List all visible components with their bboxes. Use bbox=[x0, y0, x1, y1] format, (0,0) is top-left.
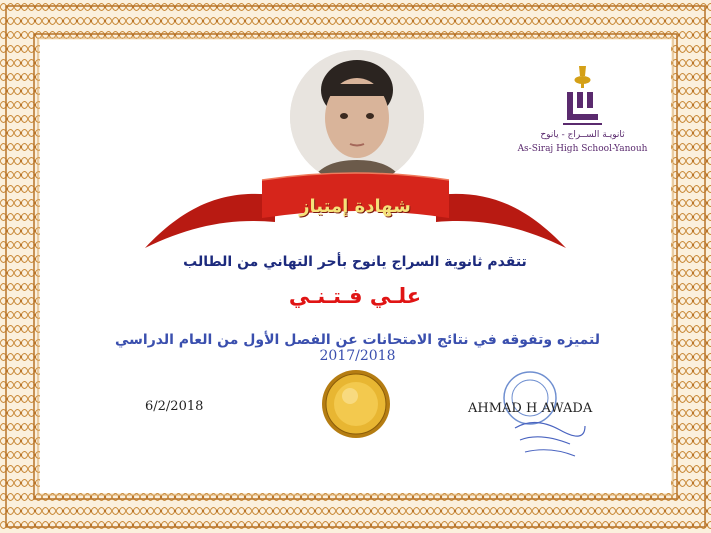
certificate-date: 6/2/2018 bbox=[145, 399, 204, 414]
reason-text: لتميزه وتفوقه في نتائج الامتحانات عن الفصل الأول من العام الدراسي bbox=[114, 332, 601, 348]
academic-year: 2017/2018 bbox=[319, 348, 396, 364]
certificate-title: شهادة إمتياز bbox=[299, 196, 411, 217]
school-name-english: As-Siraj High School-Yanouh bbox=[517, 144, 648, 154]
congrats-line: تتقدم ثانوية السراج يانوح بأحر التهاني من الطالب bbox=[183, 254, 527, 270]
school-name-arabic: ثانويـة الســراج - يانوح bbox=[540, 130, 625, 140]
student-name: علـي فـتـنـي bbox=[288, 284, 422, 308]
school-stamp-icon bbox=[480, 368, 590, 468]
reason-line bbox=[90, 332, 625, 364]
signatory-name: AHMAD H AWADA bbox=[468, 401, 593, 416]
gold-seal-icon bbox=[320, 368, 392, 440]
